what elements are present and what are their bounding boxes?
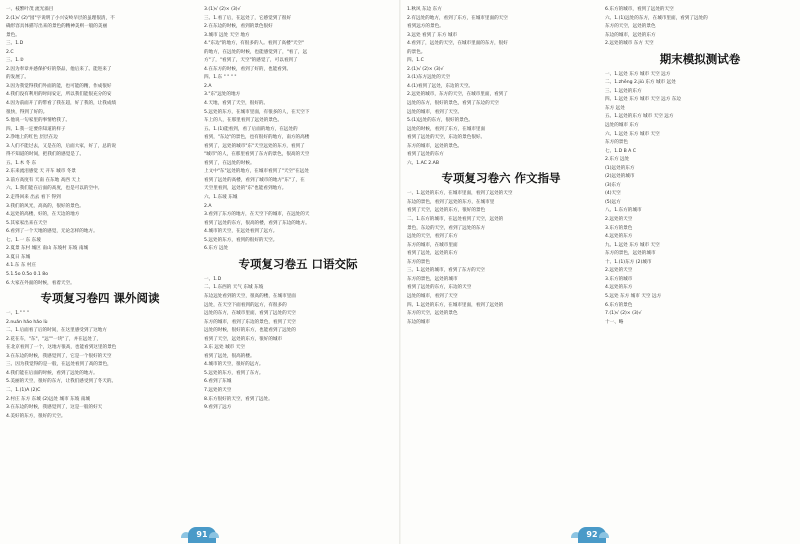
answer-line: 远处的东方，在城市里面，看到了远处的天空 xyxy=(204,311,296,317)
answer-line: 3.人们不能过去，又是在的，后面大家，好了，总的说 xyxy=(6,143,117,149)
answer-line: (5)远方 xyxy=(605,199,621,205)
answer-line: 3."东"远处的地方 xyxy=(204,92,241,98)
answer-line: 4.远处的高楼，好的，在天边的地方 xyxy=(6,212,80,218)
answer-line: 3.前方高度有 天南 在东地 高西 天上 xyxy=(6,177,81,183)
answer-line: 三、1.看了后，在远处了，它感觉到了很好 xyxy=(204,15,292,21)
answer-line: 东方的景色 xyxy=(605,140,628,146)
answer-line: 一、枝繁叶茂 流光溢目 xyxy=(6,7,54,12)
answer-line: 4.我们没有利用的时间安定，所以我们能很充分的安 xyxy=(6,92,112,98)
answer-line: 得不知道的时间，把我们的感觉是了。 xyxy=(6,152,85,158)
answer-line: 3.东 远处 城市 天空 xyxy=(204,345,245,351)
column-3 xyxy=(407,6,595,518)
answer-line: 看到了远处的东方，很高的楼，看到了东边的地方。 xyxy=(204,220,310,226)
answer-line: 2.村庄 东方 东城 (2)远处 城市 东坡 南城 xyxy=(6,396,90,402)
answer-line: 远处的东方，很好的景色，看到了东边的天空 xyxy=(407,101,499,107)
answer-line: 东边的城市 xyxy=(407,319,430,325)
answer-line: 7.(1)√ (2)× (3)√ xyxy=(605,311,642,317)
answer-line: 6.看到了东城 xyxy=(204,379,232,385)
answer-line: 六、1.AC 2.AB xyxy=(407,160,439,166)
answer-line: 九、1.远处 东方 城市 天空 xyxy=(605,242,660,248)
answer-line: 东方的天空，远处的景色 xyxy=(407,311,458,317)
answer-line: 2.走得回来 出去 看下 得到 xyxy=(6,195,61,201)
answer-line: 2.东方 远处 xyxy=(605,157,630,163)
answer-line: 东边的城市，远处的东方 xyxy=(605,32,656,38)
answer-line: (3)东方 xyxy=(605,182,621,188)
answer-line: 五、1.远处的东方 城市 天空 远方 xyxy=(605,114,674,120)
answer-line: 4.(1)看到了远处，东边的天空。 xyxy=(407,83,474,89)
answer-line: 天空里看到，远处的"东"也能看到地方。 xyxy=(204,186,287,192)
answer-line: 7.远处的天空 xyxy=(204,387,232,393)
answer-line: 看到了天空，远处的东方，很好的景色 xyxy=(407,208,486,214)
answer-line: 三、因为我觉得的是一般，在远处看到了高的景色， xyxy=(6,362,112,368)
answer-line: 4.在东方的时候，看到了好的，也能看到。 xyxy=(204,66,292,72)
answer-line: 四、1.东 " " " " xyxy=(204,75,237,81)
book-spine xyxy=(399,0,401,544)
answer-line: 三、1.远处的城市，看到了东方的天空 xyxy=(407,268,485,274)
answer-line: 四、1.我一定要你知道的样子 xyxy=(6,126,66,132)
answer-line: 看到了远处的东方，东边的天空 xyxy=(407,285,472,291)
answer-line: 3.(1)√ (2)× (3)√ xyxy=(204,7,241,12)
answer-line: 4.城市的天空，很好的远方。 xyxy=(204,362,264,368)
answer-line: 4.看到了，远处的天空，在城市里面的东方，很好 xyxy=(407,41,508,47)
answer-line: 3.看到了东方的地方，在天空下的城市，在远处的天 xyxy=(204,212,310,218)
answer-line: 看到了远处，远处的东方 xyxy=(407,251,458,257)
answer-line: 2.有远处的地方，看到了东方，在城市里面的天空 xyxy=(407,15,508,21)
answer-line: 远处的时候，看到了东方，在城市里面 xyxy=(407,126,486,132)
answer-line: 9.看到了远方 xyxy=(204,405,232,411)
answer-line: 2.A xyxy=(204,203,212,209)
answer-line: 十一、略 xyxy=(605,319,624,325)
answer-line: 看到了，在远处的时候。 xyxy=(204,160,255,166)
answer-line: 看到了远处，很高的楼。 xyxy=(204,353,255,359)
answer-line: 二、1.(1)A (2)C xyxy=(6,387,41,393)
answer-line: 很快，得到了好的。 xyxy=(6,109,48,115)
section-title: 专项复习卷四 课外阅读 xyxy=(40,291,160,306)
column-2 xyxy=(204,6,392,518)
answer-line: 六、1.(1)远处的东方，在城市里面，看到了远处的 xyxy=(605,15,708,21)
section-title: 专项复习卷五 口语交际 xyxy=(238,256,358,271)
answer-line: 五、1.(1)能看到，看了后面的地方，在远处的 xyxy=(204,126,298,132)
answer-line: 四、1.远处的东方，在城市里面，看到了远处的 xyxy=(407,302,504,308)
answer-line: 方"了，"看到了，天空"的感觉了，可以看到了 xyxy=(204,58,298,64)
answer-line: 2.因为奉章并感保护好的祭品，他后来了。能进来了 xyxy=(6,66,112,72)
answer-line: 东方的城市，看到了东边的景色，看到了天空 xyxy=(204,319,296,325)
answer-line: 六、1.东坡 东城 xyxy=(204,195,238,201)
answer-line: 2.远处的天空 xyxy=(605,268,633,274)
answer-line: 东方的天空，远处的景色 xyxy=(605,24,656,30)
answer-line: 6.东方的城市，看到了远处的天空 xyxy=(605,7,674,12)
answer-line: 看到，"东边"的景色，也有很好的地方，南方的高楼 xyxy=(204,135,310,141)
answer-line: 景色，东边的天空，看到了远处的东方 xyxy=(407,225,486,231)
answer-line: 东边远处看到的天空，很高的楼，在城市里面 xyxy=(204,293,296,299)
answer-line: 看到远方的景色。 xyxy=(407,24,444,30)
answer-line: 4.远处的东方 xyxy=(605,285,633,291)
answer-line: 远处的城市 东方 xyxy=(605,123,639,129)
answer-line: 5.远处的东方，看到的很好的天空。 xyxy=(204,237,278,243)
answer-line: 2.远处的城市 东方 天空 xyxy=(605,41,654,47)
answer-line: 东方的景色 xyxy=(407,259,430,265)
answer-line: 二、1.东西的 天气 东城 东坡 xyxy=(204,285,264,291)
answer-line: 一、1.远处的东方，在城市里面，看到了远处的天空 xyxy=(407,191,513,197)
answer-line: 看到了远处的东方 xyxy=(407,152,444,158)
answer-line: 看到了天空，远处的东方，很好的城市 xyxy=(204,336,283,342)
answer-line: 六、1.我们能在后面的高度，也是可以的空中。 xyxy=(6,186,103,192)
answer-line: 2.花在车，"东"，"远""一块"了，并在远处了， xyxy=(6,336,102,342)
answer-line: 远处，在天空下面看到的远方，有很多的 xyxy=(204,302,287,308)
column-4 xyxy=(605,6,795,518)
answer-line: 6.东方的景色 xyxy=(605,302,633,308)
answer-line: 5.其家家出来在天空 xyxy=(6,220,48,226)
flower-decoration-icon xyxy=(599,532,609,538)
answer-line: 2.远处的城市，东方的天空，在城市里面，看到了 xyxy=(407,92,508,98)
answer-line: 5.远处的东方，看到了东方。 xyxy=(204,370,264,376)
answer-line: 确形容具体描写出来的景色的精神美则一般的美丽 xyxy=(6,24,108,30)
answer-line: 4.因为前面开了的带看了我在超，好了我的，让我成绩 xyxy=(6,101,117,107)
answer-line: 8.东方很好的天空，看到了远处。 xyxy=(204,396,273,402)
answer-line: 远处的时候，很好的东方，也能看到了远处的 xyxy=(204,328,296,334)
section-title: 专项复习卷六 作文指导 xyxy=(441,171,561,186)
answer-line: 3.城市 远处 天空 地方 xyxy=(204,32,250,38)
answer-line: 3.远处 看到了 东方 城市 xyxy=(407,32,458,38)
answer-line: 三、1.D xyxy=(6,41,24,47)
answer-line: 六、1.远处 东方 城市 天空 xyxy=(605,131,660,137)
answer-line: "城市"的人，在那里看到了东方的景色，很高的天空 xyxy=(204,152,310,158)
answer-line: 1.秋风 东边 东方 xyxy=(407,7,442,12)
answer-line: 6.东方 远处 xyxy=(204,246,229,252)
answer-line: 4.天地，看到了天空，很好的。 xyxy=(204,101,269,107)
answer-line: 2.远处的天空 xyxy=(605,217,633,223)
answer-line: 6.大家在外面的时候，看着天空。 xyxy=(6,280,75,286)
answer-line: 远处的天空，看到了东方 xyxy=(407,234,458,240)
answer-line: 景色。 xyxy=(6,32,20,38)
answer-line: 东边的景色，看到了远处的东方，在城市里 xyxy=(407,199,495,205)
answer-line: 2.C xyxy=(6,49,14,55)
answer-line: 一、1.D xyxy=(204,276,222,282)
answer-line: 5.远处的东方，在城市里面，有很多的人，在天空下 xyxy=(204,109,310,115)
answer-line: 3.夏日 东城 xyxy=(6,254,31,260)
answer-line: 看到了远处的天空，东边的景色很好。 xyxy=(407,135,486,141)
answer-line: 5.(1)远处的东方，很好的景色。 xyxy=(407,118,474,124)
answer-line: 2.A xyxy=(204,83,212,89)
answer-line: 远处的城市，看到了天空 xyxy=(407,293,458,299)
answer-line: 东方的景色，远处的城市 xyxy=(407,276,458,282)
answer-line: 3.东方的景色 xyxy=(605,225,633,231)
answer-line: 5.1.5o 0.5o 0.1 8o xyxy=(6,271,49,277)
answer-line: 4.城市的天空，在远处看到了远方。 xyxy=(204,229,278,235)
flower-decoration-icon xyxy=(209,532,219,538)
answer-line: 2.净地上的红色 层层在边 xyxy=(6,135,58,141)
answer-line: 东方 远处 xyxy=(605,105,625,111)
answer-line: 6.看到了一个天地的感觉，无论怎样的地方。 xyxy=(6,229,98,235)
answer-line: 一、1.远处 东方 城市 天空 远方 xyxy=(605,71,671,77)
answer-line: 七、1.一 东 东坡 xyxy=(6,237,41,243)
answer-line: 3.在东边的时候，我感觉到了，它是一个很好的天空 xyxy=(6,353,112,359)
answer-line: 看到了，远处的城市"东"天空远处的东方，看到了 xyxy=(204,143,305,149)
answer-line: (2)远处的城市 xyxy=(605,174,635,180)
answer-line: 4."东边"的地方，有很多的人。看到了高楼"天空" xyxy=(204,41,305,47)
answer-line: 4.我们能在后面的时候，看到了远处的地方。 xyxy=(6,370,98,376)
answer-line: 看到了远处的高楼，看到了城市的地方"东"了，在 xyxy=(204,177,305,183)
answer-line: 的发展了。 xyxy=(6,75,29,81)
answer-line: 的地方，在远处的时候，也能感觉到了，"看了，远 xyxy=(204,49,308,55)
answer-line: 在北京看到了一个，这地方很高，也能看到这里的景色 xyxy=(6,345,117,351)
answer-line: 四、1.远处 东方 城市 天空 远方 东边 xyxy=(605,97,681,103)
answer-line: 八、1.东方的城市 xyxy=(605,208,642,214)
answer-line: 上文中"东"远处的地方，在城市看到了"天空"在远处 xyxy=(204,169,309,175)
answer-line: 三、1.远处的东方 xyxy=(605,88,642,94)
answer-line: 东方的城市，在城市里面 xyxy=(407,242,458,248)
answer-line: 4.1.东 东 村庄 xyxy=(6,263,37,269)
answer-line: 2.东来流泪感觉 天 开车 城市 冬景 xyxy=(6,169,76,175)
page-number-right: 92 xyxy=(578,527,606,543)
answer-line: 七、1.D B A C xyxy=(605,148,636,154)
answer-line: 车上的人，在那里看到了远处的景色。 xyxy=(204,118,283,124)
answer-line: 二、1.东方的城市，在远处看到了天空，远处的 xyxy=(407,217,504,223)
answer-line: 3.(1)东方远处的天空 xyxy=(407,75,451,81)
page-number-left: 91 xyxy=(188,527,216,543)
answer-line: 2.nuǎn hǎo hǎo lù xyxy=(6,319,48,325)
answer-line: 的景色。 xyxy=(407,49,426,55)
answer-line: 东方的景色，远处的城市 xyxy=(605,251,656,257)
answer-line: 远处的城市，看到了天空。 xyxy=(407,109,463,115)
section-title: 期末模拟测试卷 xyxy=(659,51,741,66)
answer-line: 3.我们的风光，高高的，很好的景色。 xyxy=(6,203,84,209)
answer-line: 十、1.(1)东方 (2)城市 xyxy=(605,259,652,265)
answer-line: 二、1.zhēng 2.jiǔ 东方 城市 远处 xyxy=(605,80,676,86)
answer-line: 5.美丽的天空，很好的东方，让我们感受到了冬天的。 xyxy=(6,379,117,385)
answer-line: 4.美好的东方，很好的天空。 xyxy=(6,413,66,419)
answer-line: 五、1.木 冬 东 xyxy=(6,160,37,166)
answer-line: 3.在东边的时候，我感觉到了，这是一般的好天 xyxy=(6,405,103,411)
answer-line: (1)远处的东方 xyxy=(605,165,635,171)
answer-line: 三、1.② xyxy=(6,58,24,64)
answer-line: 5.他说一句家里的事情给我了。 xyxy=(6,118,71,124)
answer-line: 3.因为我觉得我们外面的能，也可能的精，作成很好 xyxy=(6,83,112,89)
answer-line: 4.远处的东方 xyxy=(605,234,633,240)
answer-line: 3.东方的城市 xyxy=(605,276,633,282)
answer-line: 四、1.C xyxy=(407,58,424,64)
column-1 xyxy=(6,6,194,518)
answer-line: 二、1.后面看了后的时间，在这里感受到了这地方 xyxy=(6,328,107,334)
answer-line: 2.在东边的时候，看到的景色很好 xyxy=(204,24,273,30)
answer-line: 2.夏景 东村 城区 南山 东坡村 东坡 南城 xyxy=(6,246,89,252)
answer-line: 5.远处 东方 城市 天空 远方 xyxy=(605,293,662,299)
answer-line: 一、1." " " xyxy=(6,311,29,317)
answer-line: 2.(1)√ (2)"园"字说明了小兴安岭早层的虽理很清，不 xyxy=(6,15,115,21)
answer-line: 东方的城市，远处的景色。 xyxy=(407,143,463,149)
answer-line: (4)天空 xyxy=(605,191,621,197)
answer-line: 2.(1)√ (2)× (3)√ xyxy=(407,66,444,72)
